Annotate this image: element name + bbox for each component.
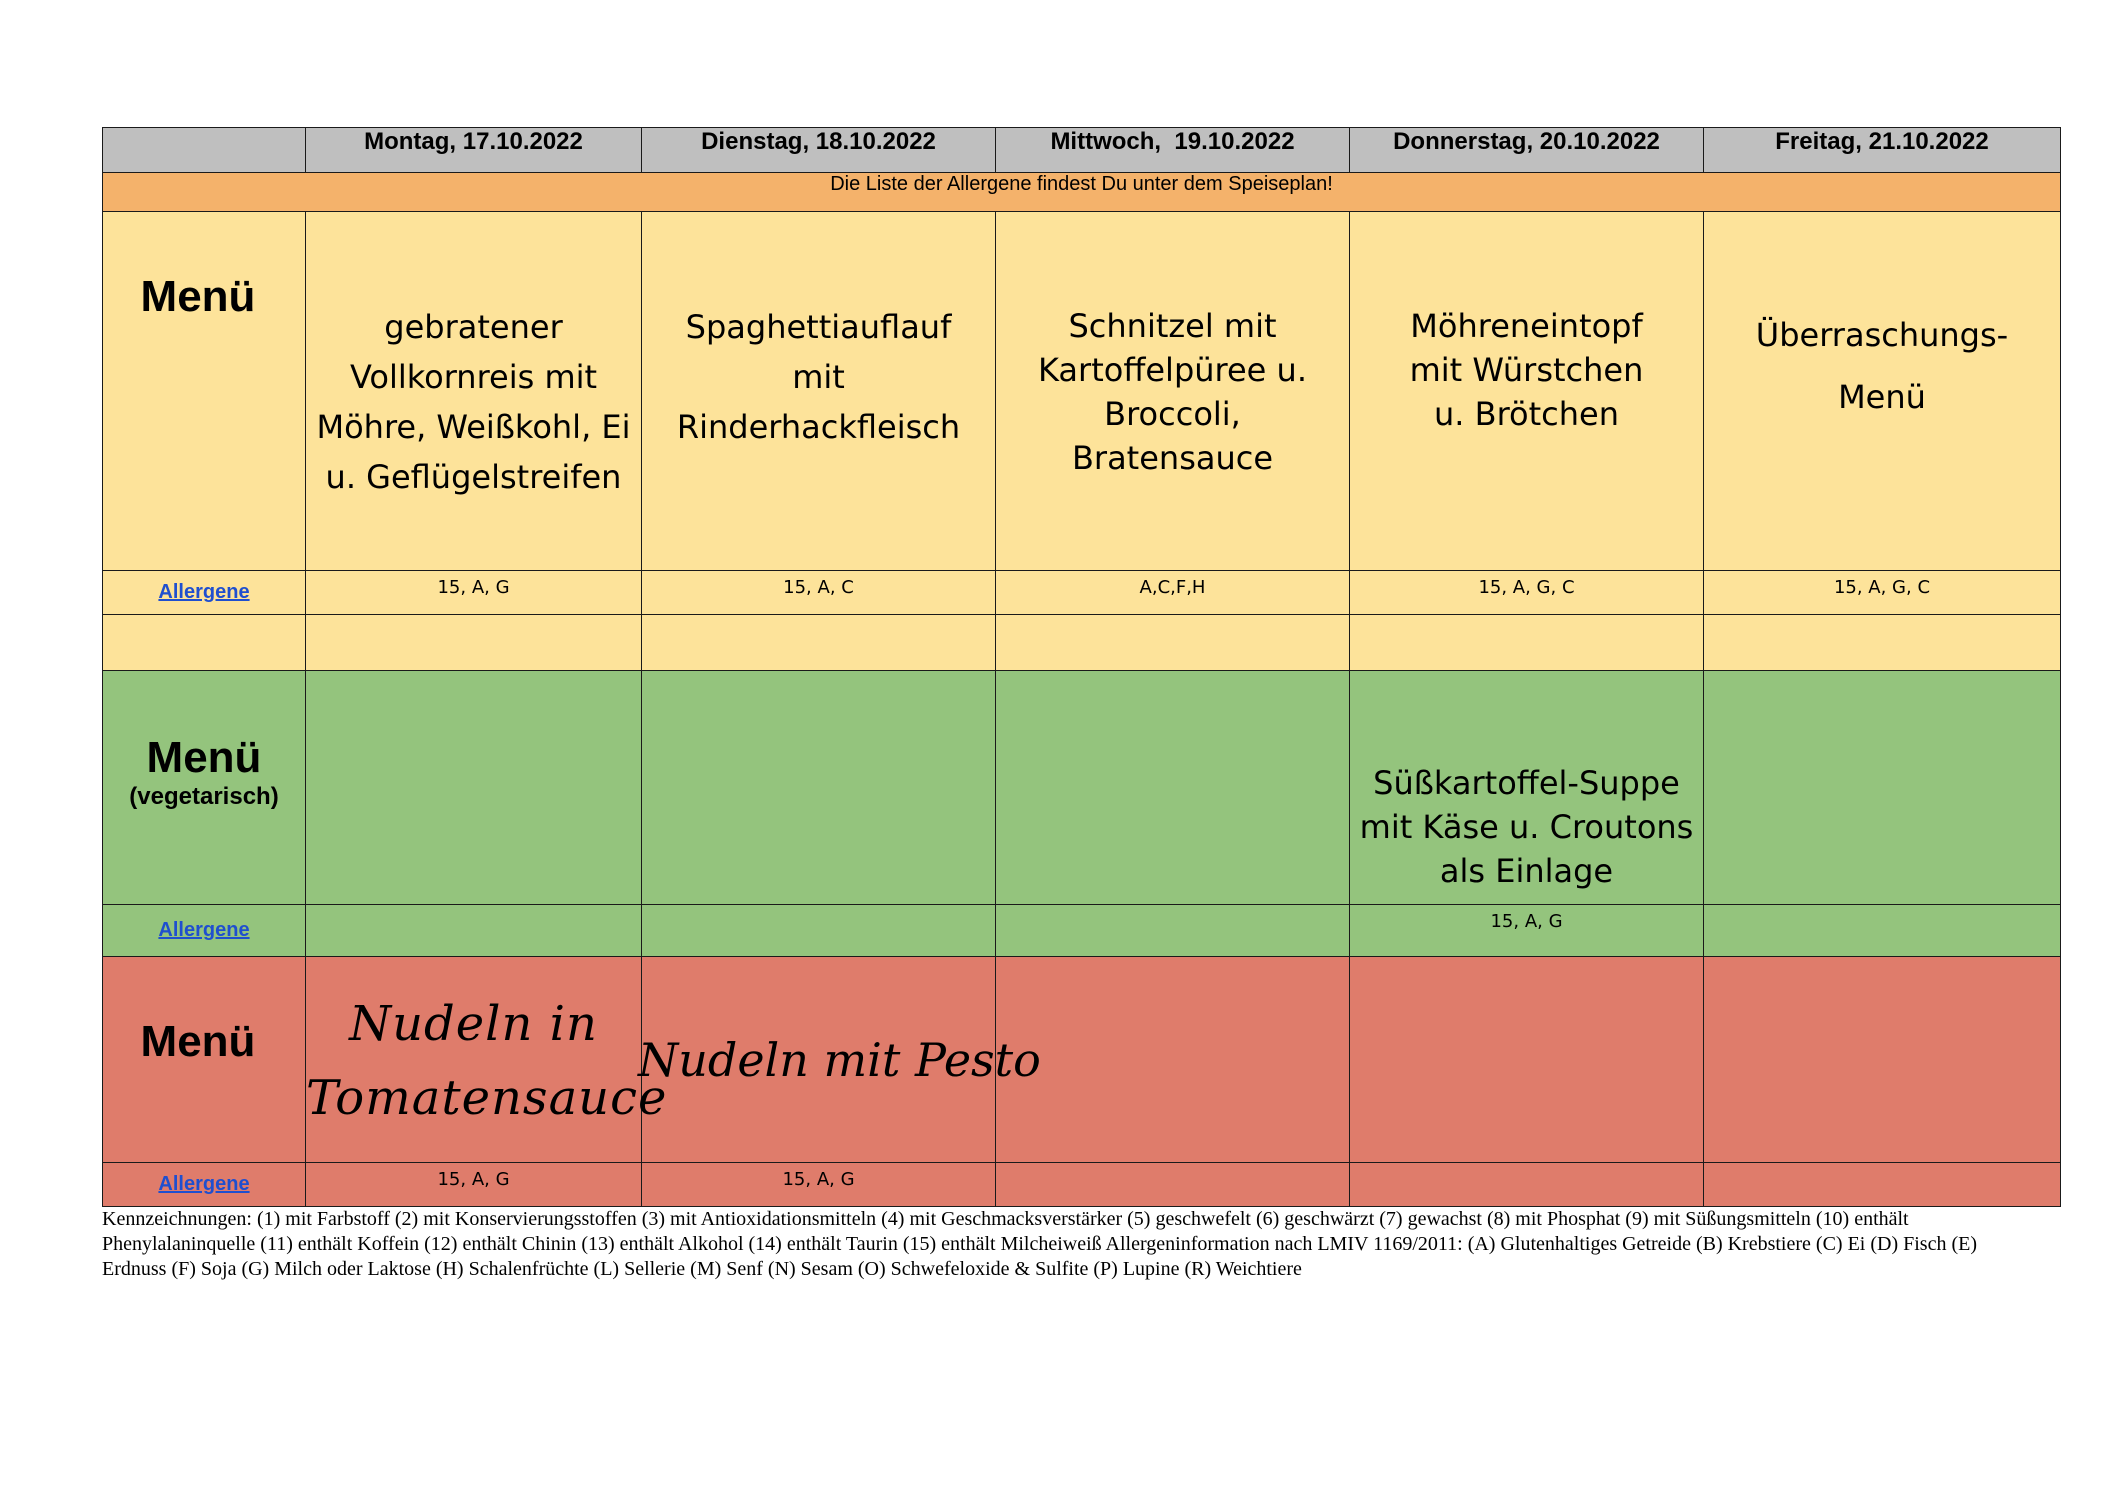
menu3-dish-fri	[1704, 957, 2061, 1163]
allergene-link[interactable]: Allergene	[158, 919, 250, 941]
menu3-dish-wed	[996, 957, 1350, 1163]
allergen-codes: 15, A, G, C	[1478, 577, 1575, 598]
dish-text: Möhreneintopf mit Würstchen u. Brötchen	[1409, 307, 1644, 433]
menu1-label-cell	[103, 212, 306, 571]
allergen-codes: 15, A, G	[437, 577, 510, 598]
dish-text: gebratener Vollkornreis mit Möhre, Weißkohl, Ei u. Geflügelstreifen	[316, 308, 631, 496]
menu3-allergen-row	[103, 1163, 2061, 1207]
allergen-codes: 15, A, C	[783, 577, 854, 598]
menu3-dish-thu	[1350, 957, 1704, 1163]
menu2-label-cell	[103, 671, 306, 905]
allergen-codes: 15, A, G	[437, 1169, 510, 1190]
dish-text: Nudeln in Tomatensauce	[306, 996, 668, 1126]
allergen-legend: Kennzeichnungen: (1) mit Farbstoff (2) mit Konservierungsstoffen (3) mit Antioxidationsmitteln (4) mit Geschmacksverstärker (5) geschwefelt (6) geschwärzt (7) gewachst (8) mit Phosphat (9) mit Süßungsmitteln (10) enthält Phenylalaninquelle (11) enthält Koffein (12) enthält Chinin (13) enthält Alkohol (14) enthält Taurin (15) enthält Milcheiweiß Allergeninformation nach LMIV 1169/2011: (A) Glutenhaltiges Getreide (B) Krebstiere (C) Ei (D) Fisch (E) Erdnuss (F) Soja (G) Milch oder Laktose (H) Schalenfrüchte (L) Sellerie (M) Senf (N) Sesam (O) Schwefeloxide & Sulfite (P) Lupine (R) Weichtiere	[102, 1208, 1977, 1280]
menu3-allergen-label-cell	[103, 1163, 306, 1207]
menu1-dish-wed	[996, 212, 1350, 571]
dish-text: Überraschungs- Menü	[1755, 316, 2009, 416]
allergen-notice: Die Liste der Allergene findest Du unter dem Speiseplan!	[103, 173, 2061, 212]
menu1-row	[103, 212, 2061, 571]
meal-plan-table	[102, 127, 2061, 1207]
menu1-allergens-thu	[1350, 571, 1704, 615]
allergen-codes: 15, A, G	[782, 1169, 855, 1190]
dish-text: Nudeln mit Pesto	[638, 1032, 1041, 1087]
header-day-tue: Dienstag, 18.10.2022	[642, 128, 996, 173]
menu2-dish-thu	[1350, 671, 1704, 905]
menu1-spacer-row	[103, 615, 2061, 671]
allergen-codes: 15, A, G	[1490, 911, 1563, 932]
menu3-label: Menü	[140, 1017, 256, 1066]
menu2-sublabel: (vegetarisch)	[129, 783, 279, 810]
header-row	[103, 128, 2061, 173]
menu3-allergens-fri	[1704, 1163, 2061, 1207]
header-day-wed: Mittwoch, 19.10.2022	[996, 128, 1350, 173]
menu2-dish-tue	[642, 671, 996, 905]
menu1-allergens-fri	[1704, 571, 2061, 615]
menu1-allergens-mon	[306, 571, 642, 615]
allergene-link[interactable]: Allergene	[158, 1173, 250, 1195]
menu3-allergens-wed	[996, 1163, 1350, 1207]
menu1-allergens-tue	[642, 571, 996, 615]
empty-cell	[1704, 615, 2061, 671]
empty-cell	[996, 615, 1350, 671]
menu3-allergens-tue	[642, 1163, 996, 1207]
header-day-mon: Montag, 17.10.2022	[306, 128, 642, 173]
menu3-dish-mon	[306, 957, 668, 1163]
menu2-allergens-thu	[1350, 905, 1704, 957]
menu2-dish-mon	[306, 671, 642, 905]
menu2-dish-fri	[1704, 671, 2061, 905]
menu1-dish-tue	[642, 212, 996, 571]
menu3-dish-tue	[638, 957, 1041, 1163]
allergen-codes: A,C,F,H	[1139, 577, 1206, 598]
allergene-link[interactable]: Allergene	[158, 581, 250, 603]
dish-text: Schnitzel mit Kartoffelpüree u. Broccoli, Bratensauce	[1038, 307, 1307, 477]
dish-text: Spaghettiauflauf mit Rinderhackfleisch	[676, 308, 961, 446]
menu1-dish-thu	[1350, 212, 1704, 571]
header-day-thu: Donnerstag, 20.10.2022	[1350, 128, 1704, 173]
menu1-dish-mon	[306, 212, 642, 571]
header-empty-cell	[103, 128, 306, 173]
menu3-row	[103, 957, 2061, 1163]
allergen-codes: 15, A, G, C	[1833, 577, 1931, 598]
empty-cell	[1350, 615, 1704, 671]
menu3-allergens-thu	[1350, 1163, 1704, 1207]
menu3-allergens-mon	[306, 1163, 642, 1207]
menu1-allergens-wed	[996, 571, 1350, 615]
menu2-label: Menü	[146, 733, 262, 782]
menu3-label-cell	[103, 957, 306, 1163]
menu2-allergens-tue	[642, 905, 996, 957]
menu2-allergens-mon	[306, 905, 642, 957]
menu2-allergens-wed	[996, 905, 1350, 957]
menu2-row	[103, 671, 2061, 905]
menu2-dish-wed	[996, 671, 1350, 905]
notice-row	[103, 173, 2061, 212]
menu1-dish-fri	[1704, 212, 2061, 571]
empty-cell	[642, 615, 996, 671]
menu2-allergens-fri	[1704, 905, 2061, 957]
empty-cell	[103, 615, 306, 671]
dish-text: Süßkartoffel-Suppe mit Käse u. Croutons als Einlage	[1359, 764, 1694, 890]
menu2-allergen-row	[103, 905, 2061, 957]
menu1-allergen-row	[103, 571, 2061, 615]
menu1-allergen-label-cell	[103, 571, 306, 615]
empty-cell	[306, 615, 642, 671]
menu2-allergen-label-cell	[103, 905, 306, 957]
header-day-fri: Freitag, 21.10.2022	[1704, 128, 2061, 173]
menu1-label: Menü	[140, 272, 256, 321]
